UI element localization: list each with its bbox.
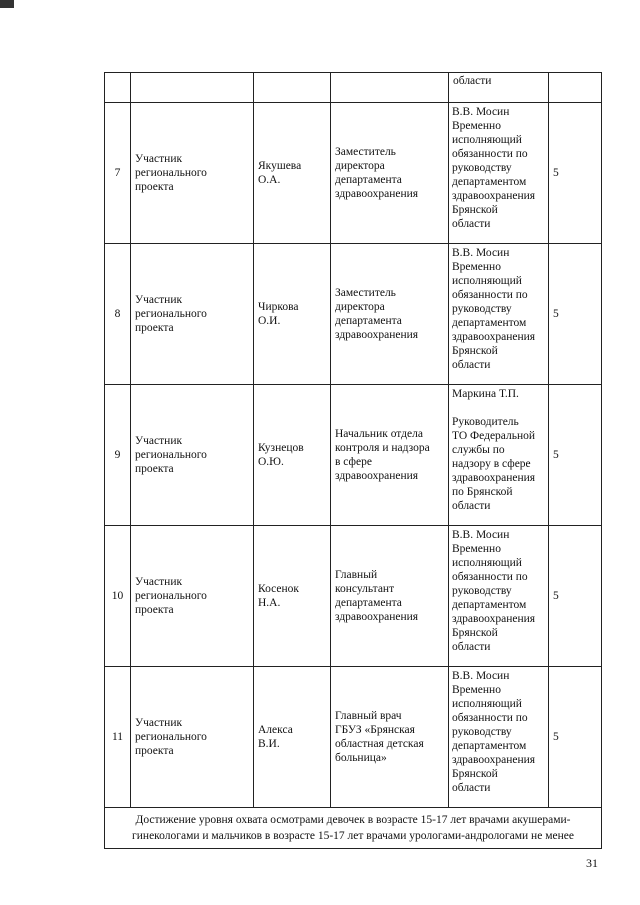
section-heading: Достижение уровня охвата осмотрами девочек в возрасте 15-17 лет врачами акушерами-гинекологами и мальчиков в возрасте 15-17 лет врачами урологами-андрологами не менее — [105, 808, 602, 849]
participants-table — [104, 72, 602, 849]
table-row — [105, 667, 602, 808]
table-row — [105, 103, 602, 244]
section-heading-row — [105, 808, 602, 849]
approver: В.В. Мосин Временно исполняющий обязанности по руководству департаментом здравоохранения Брянской области — [449, 526, 549, 667]
cell-role — [131, 73, 254, 103]
cell-number — [105, 73, 131, 103]
page-number: 31 — [586, 856, 598, 870]
participant-role: Участник регионального проекта — [131, 526, 254, 667]
participant-role: Участник регионального проекта — [131, 385, 254, 526]
share-value: 5 — [549, 385, 602, 526]
approver: В.В. Мосин Временно исполняющий обязанности по руководству департаментом здравоохранения Брянской области — [449, 667, 549, 808]
participant-role: Участник регионального проекта — [131, 667, 254, 808]
participant-name: Якушева О.А. — [254, 103, 331, 244]
table-row — [105, 244, 602, 385]
approver: Маркина Т.П. Руководитель ТО Федеральной службы по надзору в сфере здравоохранения по Брянской области — [449, 385, 549, 526]
participant-name: Косенок Н.А. — [254, 526, 331, 667]
table-row — [105, 526, 602, 667]
participant-position: Главный врач ГБУЗ «Брянская областная детская больница» — [331, 667, 449, 808]
cell-share — [549, 73, 602, 103]
row-number: 11 — [105, 667, 131, 808]
participant-position: Главный консультант департамента здравоохранения — [331, 526, 449, 667]
share-value: 5 — [549, 103, 602, 244]
row-number: 7 — [105, 103, 131, 244]
table-row — [105, 385, 602, 526]
approver: В.В. Мосин Временно исполняющий обязанности по руководству департаментом здравоохранения Брянской области — [449, 103, 549, 244]
share-value: 5 — [549, 667, 602, 808]
participant-name: Кузнецов О.Ю. — [254, 385, 331, 526]
cell-position — [331, 73, 449, 103]
row-number: 8 — [105, 244, 131, 385]
share-value: 5 — [549, 244, 602, 385]
participant-name: Алекса В.И. — [254, 667, 331, 808]
participant-role: Участник регионального проекта — [131, 103, 254, 244]
cell-approver: области — [449, 73, 549, 103]
share-value: 5 — [549, 526, 602, 667]
cell-name — [254, 73, 331, 103]
participant-position: Заместитель директора департамента здравоохранения — [331, 103, 449, 244]
approver: В.В. Мосин Временно исполняющий обязанности по руководству департаментом здравоохранения Брянской области — [449, 244, 549, 385]
participant-position: Заместитель директора департамента здравоохранения — [331, 244, 449, 385]
continuation-row — [105, 73, 602, 103]
participant-role: Участник регионального проекта — [131, 244, 254, 385]
scan-corner-mark — [0, 0, 14, 8]
row-number: 9 — [105, 385, 131, 526]
row-number: 10 — [105, 526, 131, 667]
participant-name: Чиркова О.И. — [254, 244, 331, 385]
participant-position: Начальник отдела контроля и надзора в сфере здравоохранения — [331, 385, 449, 526]
